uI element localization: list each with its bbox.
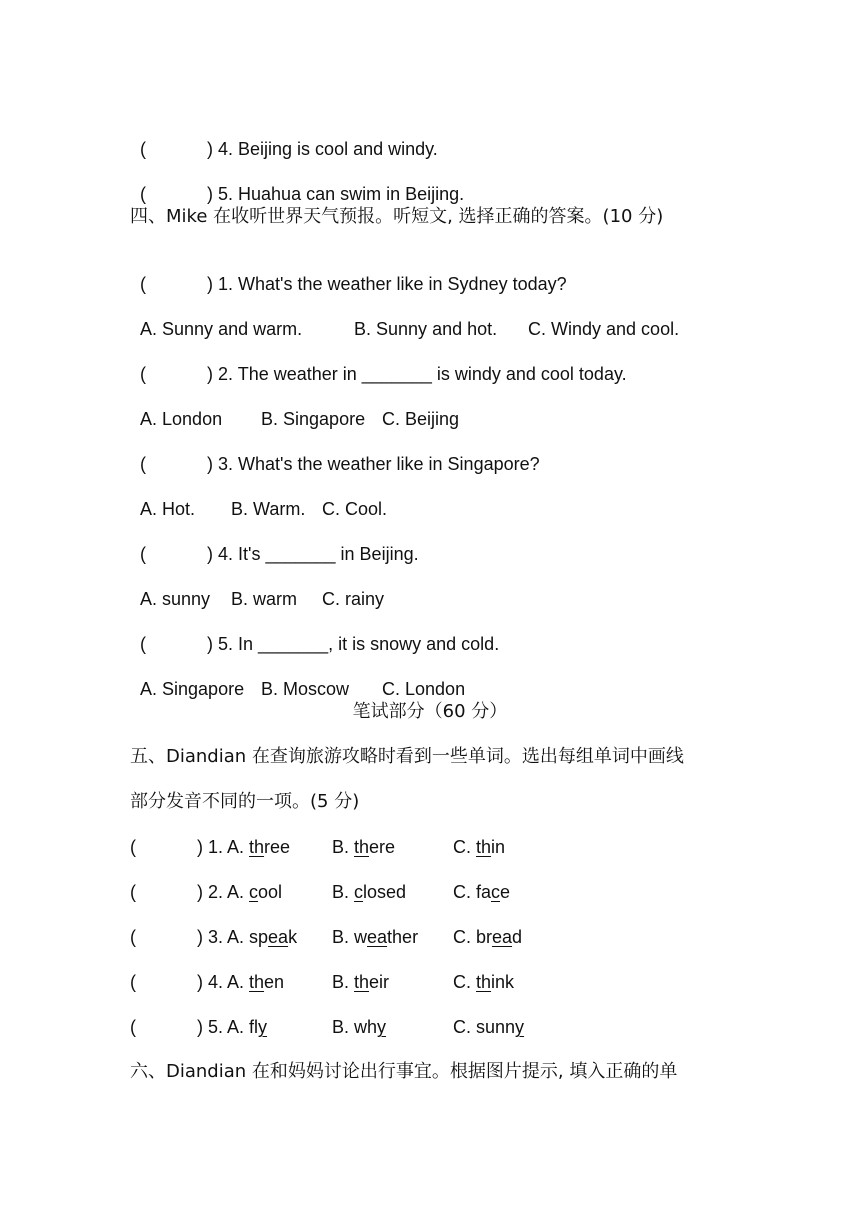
option-a[interactable]: A. sunny	[140, 589, 211, 609]
underlined-letters: c	[491, 882, 501, 902]
answer-blank[interactable]: (	[130, 972, 136, 992]
option-b[interactable]: B. Singapore	[261, 409, 366, 429]
option-b[interactable]: B. weather	[332, 927, 419, 947]
s4-question-3: ( ) 3. What's the weather like in Singapore?	[140, 454, 540, 474]
section5-heading-line2: 部分发音不同的一项。(5 分)	[130, 791, 360, 812]
option-b[interactable]: B. Sunny and hot.	[354, 319, 498, 339]
phonics-option-c-cell	[453, 1016, 524, 1038]
answer-blank[interactable]: (	[140, 184, 147, 204]
phonics-option-c-cell	[453, 971, 514, 993]
section6-heading-line1: 六、Diandian 在和妈妈讨论出行事宜。根据图片提示, 填入正确的单	[130, 1061, 678, 1082]
option-b[interactable]: B. Warm.	[231, 499, 306, 519]
answer-blank[interactable]: (	[130, 882, 136, 902]
answer-blank[interactable]: (	[130, 1017, 136, 1037]
underlined-letters: th	[354, 837, 370, 857]
option-b[interactable]: B. their	[332, 972, 390, 992]
option-a[interactable]: A. Sunny and warm.	[140, 319, 303, 339]
answer-blank[interactable]: (	[140, 634, 147, 654]
s4-options-2	[130, 386, 459, 430]
s4-question-4: ( ) 4. It's _______ in Beijing.	[140, 544, 419, 564]
option-a[interactable]: A. Hot.	[140, 499, 196, 519]
answer-blank[interactable]: (	[130, 927, 136, 947]
option-c[interactable]: C. thin	[453, 837, 506, 857]
phonics-row-5	[130, 1016, 267, 1038]
phonics-row-4	[130, 971, 284, 993]
underlined-letters: y	[515, 1017, 525, 1037]
phonics-option-b-cell	[332, 881, 406, 903]
question-number: ) 3. A.	[197, 927, 250, 947]
option-c[interactable]: C. London	[382, 679, 466, 699]
phonics-row-2	[130, 881, 282, 903]
s4-question-2: ( ) 2. The weather in _______ is windy and cool today.	[140, 364, 627, 384]
underlined-letters: ea	[268, 927, 289, 947]
option-a[interactable]: then	[249, 972, 285, 992]
underlined-letters: c	[249, 882, 259, 902]
option-c[interactable]: C. sunny	[453, 1017, 525, 1037]
phonics-option-b-cell	[332, 926, 418, 948]
option-a[interactable]: three	[249, 837, 291, 857]
phonics-option-c-cell	[453, 881, 510, 903]
option-c[interactable]: C. Cool.	[322, 499, 388, 519]
underlined-letters: c	[354, 882, 364, 902]
question-number: ) 1. A.	[197, 837, 250, 857]
option-c[interactable]: C. think	[453, 972, 515, 992]
underlined-letters: th	[476, 972, 492, 992]
answer-blank[interactable]: (	[140, 139, 147, 159]
answer-blank[interactable]: (	[140, 544, 147, 564]
answer-blank[interactable]: (	[140, 274, 147, 294]
section5-heading-line1: 五、Diandian 在查询旅游攻略时看到一些单词。选出每组单词中画线	[130, 746, 684, 767]
s4-options-1	[130, 296, 679, 340]
phonics-option-c-cell	[453, 926, 522, 948]
option-c[interactable]: C. rainy	[322, 589, 385, 609]
underlined-letters: y	[377, 1017, 387, 1037]
answer-blank[interactable]: (	[140, 454, 147, 474]
s4-options-5	[130, 656, 465, 700]
underlined-letters: ea	[492, 927, 513, 947]
s4-options-3	[130, 476, 387, 520]
phonics-option-b-cell	[332, 971, 389, 993]
option-a[interactable]: cool	[249, 882, 283, 902]
option-a[interactable]: A. London	[140, 409, 223, 429]
phonics-option-b-cell	[332, 836, 395, 858]
s4-options-4	[130, 566, 384, 610]
phonics-row-1	[130, 836, 290, 858]
option-b[interactable]: B. warm	[231, 589, 298, 609]
option-c[interactable]: C. face	[453, 882, 511, 902]
option-a[interactable]: A. Singapore	[140, 679, 245, 699]
option-b[interactable]: B. why	[332, 1017, 387, 1037]
question-number: ) 2. A.	[197, 882, 250, 902]
answer-blank[interactable]: (	[140, 364, 147, 384]
option-c[interactable]: C. bread	[453, 927, 523, 947]
underlined-letters: y	[258, 1017, 268, 1037]
option-c[interactable]: C. Beijing	[382, 409, 460, 429]
phonics-row-3	[130, 926, 297, 948]
written-part-title: 笔试部分（60 分）	[352, 701, 508, 722]
underlined-letters: th	[249, 837, 265, 857]
option-c[interactable]: C. Windy and cool.	[528, 319, 680, 339]
underlined-letters: th	[476, 837, 492, 857]
section4-heading: 四、Mike 在收听世界天气预报。听短文, 选择正确的答案。(10 分)	[130, 206, 664, 227]
phonics-option-c-cell	[453, 836, 505, 858]
option-b[interactable]: B. Moscow	[261, 679, 350, 699]
phonics-option-b-cell	[332, 1016, 386, 1038]
underlined-letters: th	[354, 972, 370, 992]
option-b[interactable]: B. there	[332, 837, 396, 857]
tf-item-4: ( ) 4. Beijing is cool and windy.	[140, 139, 438, 159]
tf-item-5: ( ) 5. Huahua can swim in Beijing.	[140, 184, 465, 204]
s4-question-5: ( ) 5. In _______, it is snowy and cold.	[140, 634, 500, 654]
option-a[interactable]: fly	[249, 1017, 268, 1037]
question-number: ) 4. A.	[197, 972, 250, 992]
question-number: ) 5. A.	[197, 1017, 250, 1037]
option-b[interactable]: B. closed	[332, 882, 407, 902]
underlined-letters: ea	[367, 927, 388, 947]
answer-blank[interactable]: (	[130, 837, 136, 857]
underlined-letters: th	[249, 972, 265, 992]
s4-question-1: ( ) 1. What's the weather like in Sydney today?	[140, 274, 567, 294]
option-a[interactable]: speak	[249, 927, 298, 947]
